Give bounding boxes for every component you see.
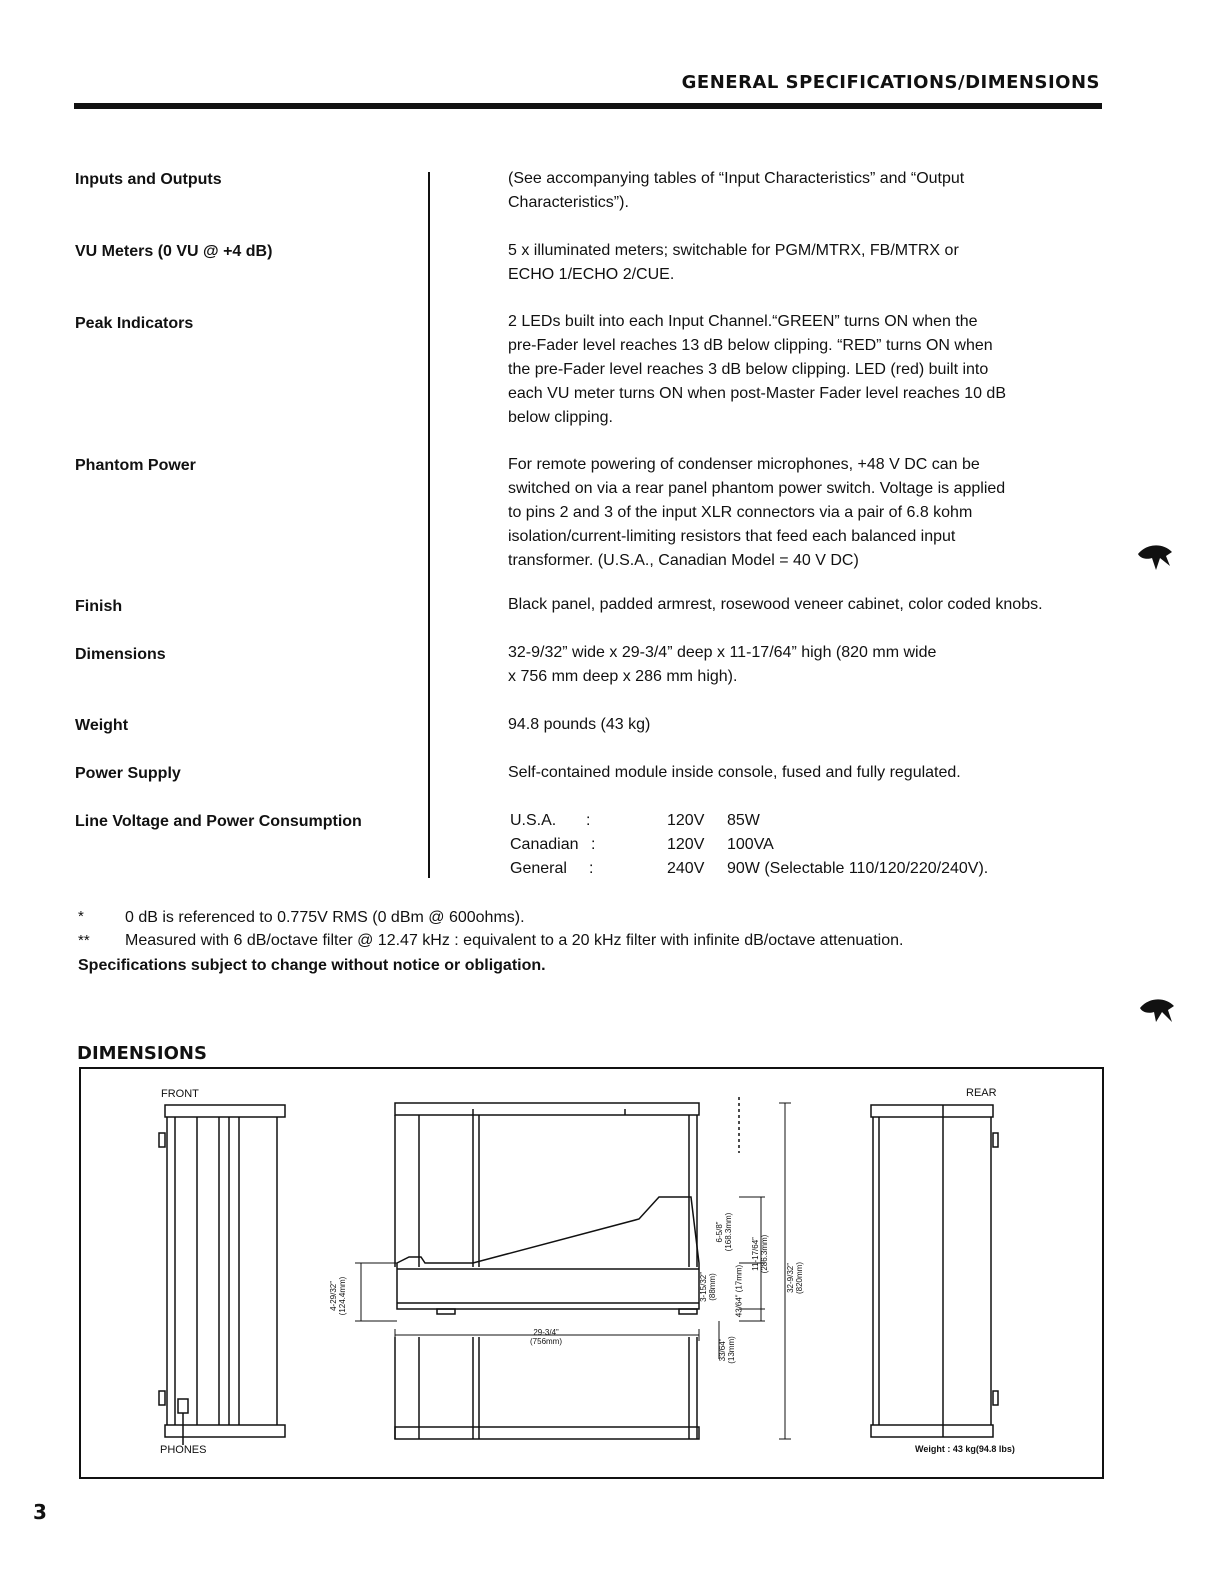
weight-label: Weight : 43 kg(94.8 lbs) [915, 1444, 1015, 1454]
dim-3-15-label [699, 1272, 717, 1302]
spec-value-weight [508, 713, 1108, 737]
rear-view-label: REAR [966, 1087, 997, 1099]
spec-line: isolation/current-limiting resistors that feed each balanced input [508, 528, 956, 545]
spec-value-dimensions [508, 641, 1108, 689]
dim-value-mm: (756mm) [530, 1337, 563, 1346]
dim-depth-label [530, 1328, 562, 1346]
spec-value-inputs-outputs [508, 167, 1108, 215]
disclaimer: Specifications subject to change without notice or obligation. [78, 957, 546, 974]
lv-power: 100VA [727, 836, 774, 853]
spec-label-inputs-outputs: Inputs and Outputs [75, 171, 222, 188]
dim-value: 3-15/32” [699, 1272, 708, 1302]
dim-value-mm: (124.4mm) [338, 1276, 347, 1316]
note-text: 0 dB is referenced to 0.775V RMS (0 dBm @ 600ohms). [125, 909, 525, 926]
spec-line: transformer. (U.S.A., Canadian Model = 40 V DC) [508, 552, 859, 569]
spec-line: (See accompanying tables of “Input Characteristics” and “Output [508, 170, 965, 187]
lv-region: Canadian [510, 836, 579, 853]
spec-line: Characteristics”). [508, 194, 629, 211]
spec-label-line-voltage: Line Voltage and Power Consumption [75, 813, 362, 830]
spec-value-vu-meters [508, 239, 1108, 287]
rear-view [871, 1105, 998, 1437]
spec-line: 2 LEDs built into each Input Channel.“GREEN” turns ON when the [508, 313, 978, 330]
note-mark: ** [78, 932, 90, 949]
dimensions-drawing [79, 1067, 1104, 1479]
spec-line: Self-contained module inside console, fused and fully regulated. [508, 764, 961, 781]
phones-label: PHONES [160, 1444, 207, 1456]
dim-11-17-label [751, 1235, 769, 1274]
dim-32-9-label [786, 1262, 804, 1294]
spec-line: pre-Fader level reaches 13 dB below clipping. “RED” turns ON when [508, 337, 993, 354]
spec-label-peak-indicators: Peak Indicators [75, 315, 194, 332]
dim-value-mm: (286.3mm) [760, 1234, 769, 1274]
spec-label-dimensions: Dimensions [75, 646, 166, 663]
lv-voltage: 120V [667, 812, 705, 829]
lv-voltage: 120V [667, 836, 705, 853]
spec-line: to pins 2 and 3 of the input XLR connectors via a pair of 6.8 kohm [508, 504, 973, 521]
spec-line: ECHO 1/ECHO 2/CUE. [508, 266, 675, 283]
lv-power: 90W (Selectable 110/120/220/240V). [727, 860, 989, 877]
dim-value-mm: (13mm) [727, 1336, 736, 1364]
spec-value-peak-indicators [508, 310, 1108, 430]
lv-voltage: 240V [667, 860, 705, 877]
margin-mark-icon [1136, 540, 1176, 576]
dim-front-height-label [329, 1277, 347, 1316]
dim-value: 11-17/64” [751, 1237, 760, 1271]
dim-6-5-label [715, 1213, 733, 1252]
spec-value-phantom-power [508, 453, 1108, 573]
spec-label-vu-meters: VU Meters (0 VU @ +4 dB) [75, 243, 273, 260]
dim-43-64-label: 43/64” (17mm) [734, 1264, 744, 1318]
spec-line: x 756 mm deep x 286 mm high). [508, 668, 738, 685]
spec-line: each VU meter turns ON when post-Master Fader level reaches 10 dB [508, 385, 1006, 402]
dim-value: 6-5/8” [715, 1221, 724, 1243]
front-view-label: FRONT [161, 1088, 199, 1100]
margin-mark-icon [1138, 994, 1178, 1030]
dim-33-64-label [718, 1336, 736, 1364]
spec-line: below clipping. [508, 409, 613, 426]
dim-value: 4-29/32” [329, 1281, 338, 1311]
top-view [395, 1097, 739, 1439]
spec-line: Black panel, padded armrest, rosewood veneer cabinet, color coded knobs. [508, 596, 1043, 613]
dim-value-mm: (820mm) [795, 1261, 804, 1295]
lv-sep: : [591, 836, 596, 853]
dimensions-title: DIMENSIONS [77, 1043, 207, 1064]
note-text: Measured with 6 dB/octave filter @ 12.47 kHz : equivalent to a 20 kHz filter with infinite dB/octave attenuation. [125, 932, 904, 949]
spec-label-weight: Weight [75, 717, 129, 734]
spec-label-finish: Finish [75, 598, 123, 615]
spec-line: 5 x illuminated meters; switchable for PGM/MTRX, FB/MTRX or [508, 242, 959, 259]
lv-region: U.S.A. [510, 812, 557, 829]
lv-sep: : [586, 812, 591, 829]
lv-sep: : [589, 860, 594, 877]
side-view [397, 1197, 699, 1314]
spec-line: switched on via a rear panel phantom power switch. Voltage is applied [508, 480, 1006, 497]
spec-label-power-supply: Power Supply [75, 765, 181, 782]
page-number: 3 [33, 1500, 47, 1524]
dim-value-mm: (88mm) [708, 1273, 717, 1301]
lv-power: 85W [727, 812, 760, 829]
spec-line: the pre-Fader level reaches 3 dB below clipping. LED (red) built into [508, 361, 989, 378]
spec-label-phantom-power: Phantom Power [75, 457, 196, 474]
column-divider [428, 172, 430, 878]
page-header-title: GENERAL SPECIFICATIONS/DIMENSIONS [681, 72, 1100, 93]
header-rule [74, 103, 1102, 109]
dim-value: 29-3/4” [533, 1328, 559, 1337]
spec-value-finish [508, 593, 1108, 617]
dim-value: 33/64” [718, 1338, 727, 1362]
note-mark: * [78, 908, 84, 925]
spec-line: For remote powering of condenser microphones, +48 V DC can be [508, 456, 980, 473]
dim-value-mm: (168.3mm) [724, 1212, 733, 1252]
dim-value: 32-9/32” [786, 1263, 795, 1293]
spec-value-power-supply [508, 761, 1108, 785]
front-view [159, 1105, 285, 1445]
spec-line: 94.8 pounds (43 kg) [508, 716, 651, 733]
lv-region: General [510, 860, 567, 877]
spec-line: 32-9/32” wide x 29-3/4” deep x 11-17/64” high (820 mm wide [508, 644, 937, 661]
